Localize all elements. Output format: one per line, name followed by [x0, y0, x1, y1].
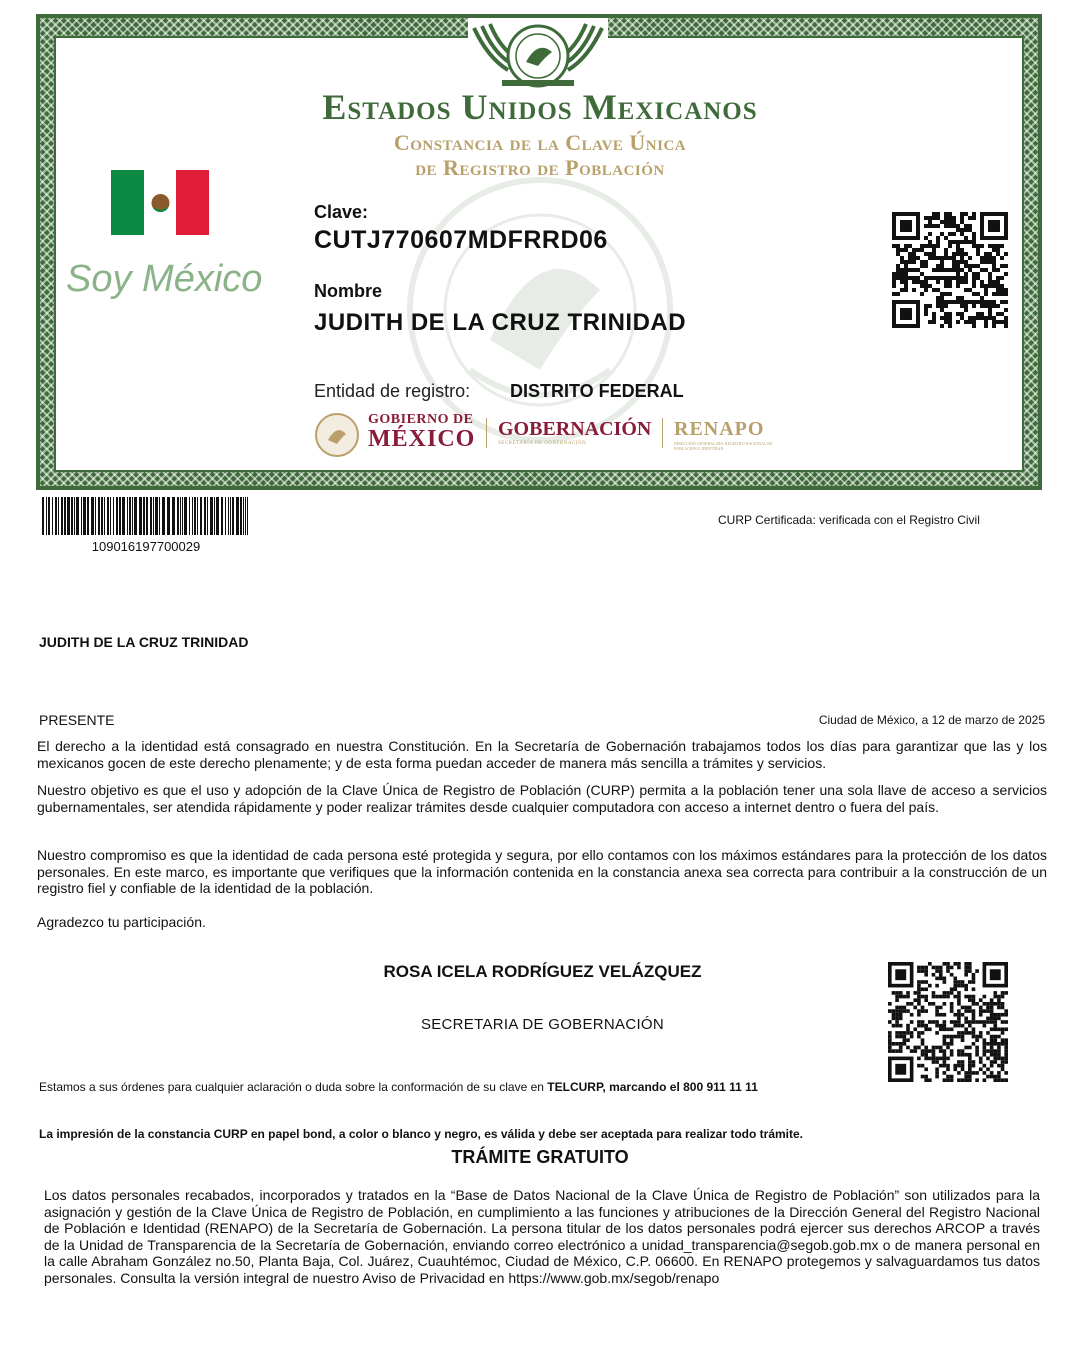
government-logos	[314, 410, 774, 458]
certificate-qr-code	[892, 212, 1008, 328]
clave-value: CUTJ770607MDFRRD06	[314, 226, 608, 254]
letter-date: Ciudad de México, a 12 de marzo de 2025	[818, 713, 1045, 727]
signer-title: SECRETARIA DE GOBERNACIÓN	[420, 1016, 665, 1033]
letter-paragraph: Nuestro objetivo es que el uso y adopción de la Clave Única de Registro de Población (CURP) permita a la población tener una sola llave de acceso a servicios gubernamentales, ser atendida rápidamente y poder realizar trámites desde cualquier computadora con acceso a internet dentro o fuera del país.	[37, 782, 1047, 815]
mexico-flag-icon	[111, 170, 209, 235]
letter-closing: Agradezco tu participación.	[37, 914, 206, 930]
privacy-notice: Los datos personales recabados, incorporados y tratados en la “Base de Datos Nacional de la Clave Única de Registro de Población” son utilizados para la asignación y gestión de la Clave Única de Registro de Población, en cumplimiento a las funciones y atribuciones de la Dirección General del Registro Nacional de Población e Identidad (RENAPO) de la Secretaría de Gobernación. La persona titular de los datos personales podrá ejercer sus derechos ARCOP a través de la Unidad de Transparencia de la Secretaría de Gobernación, enviando correo electrónico a unidad_transparencia@segob.gob.mx o de manera personal en la calle Abraham González no.50, Planta Baja, Col. Juárez, Cuauhtémoc, Ciudad de México, C.P. 06600. En RENAPO protegemos y salvaguardamos tus datos personales. Consulta la versión integral de nuestro Aviso de Privacidad en https://www.gob.mx/segob/renapo	[44, 1187, 1040, 1286]
contact-info	[39, 1080, 758, 1094]
gobierno-mexico-logo	[368, 413, 475, 451]
renapo-logo	[674, 418, 774, 451]
certificate-subtitle-line2: de Registro de Población	[415, 155, 665, 180]
letter-paragraph: Nuestro compromiso es que la identidad de cada persona esté protegida y segura, por ello contamos con los máximos estándares para la protección de los datos personales. En este marco, es importante que verifiques que la información contenida en la constancia anexa sea correcta para contribuir a la construcción de un registro fiel y confiable de la identidad de la población.	[37, 847, 1047, 896]
signature-qr-code	[888, 962, 1008, 1082]
certification-note: CURP Certificada: verificada con el Registro Civil	[718, 513, 980, 527]
gobierno-logo-line1: GOBIERNO DE	[368, 412, 474, 427]
gobernacion-logo-subtext: SECRETARÍA DE GOBERNACIÓN	[498, 441, 587, 446]
signer-name: ROSA ICELA RODRÍGUEZ VELÁZQUEZ	[383, 962, 702, 981]
barcode-number: 109016197700029	[91, 539, 201, 554]
entidad-value: DISTRITO FEDERAL	[510, 381, 684, 401]
logo-divider	[662, 418, 663, 448]
certificate-subtitle-line1: Constancia de la Clave Única	[393, 130, 687, 155]
renapo-logo-subtext: DIRECCIÓN GENERAL DEL REGISTRO NACIONAL DE POBLACIÓN E IDENTIDAD	[674, 441, 773, 451]
contact-text: Estamos a sus órdenes para cualquier aclaración o duda sobre la conformación de su clave en	[39, 1080, 548, 1094]
gobernacion-logo-text: GOBERNACIÓN	[498, 418, 652, 440]
nombre-value: JUDITH DE LA CRUZ TRINIDAD	[314, 309, 687, 336]
certificate-title: Estados Unidos Mexicanos	[322, 87, 758, 127]
renapo-logo-text: RENAPO	[674, 418, 765, 440]
soy-mexico-slogan: Soy México	[66, 258, 263, 300]
national-seal-icon	[468, 18, 608, 88]
free-procedure-notice: TRÁMITE GRATUITO	[451, 1147, 629, 1167]
entidad-label: Entidad de registro:	[314, 381, 471, 401]
gobernacion-logo	[498, 418, 651, 446]
print-validity-note: La impresión de la constancia CURP en papel bond, a color o blanco y negro, es válida y debe ser aceptada para realizar todo trámite.	[39, 1127, 804, 1141]
addressee-name: JUDITH DE LA CRUZ TRINIDAD	[39, 634, 249, 650]
letter-paragraph: El derecho a la identidad está consagrado en nuestra Constitución. En la Secretaría de Gobernación trabajamos todos los días para garantizar que las y los mexicanos gocen de este derecho plenamente; y de esta forma puedan acceder de manera más sencilla a trámites y servicios.	[37, 738, 1047, 771]
greeting: PRESENTE	[39, 712, 115, 728]
gobierno-logo-line2: MÉXICO	[368, 426, 476, 452]
gobierno-seal-icon	[314, 412, 360, 458]
nombre-label: Nombre	[314, 281, 383, 301]
telcurp-phone: TELCURP, marcando el 800 911 11 11	[547, 1080, 758, 1094]
barcode	[42, 497, 250, 535]
logo-divider	[486, 418, 487, 448]
clave-label: Clave:	[314, 202, 369, 222]
